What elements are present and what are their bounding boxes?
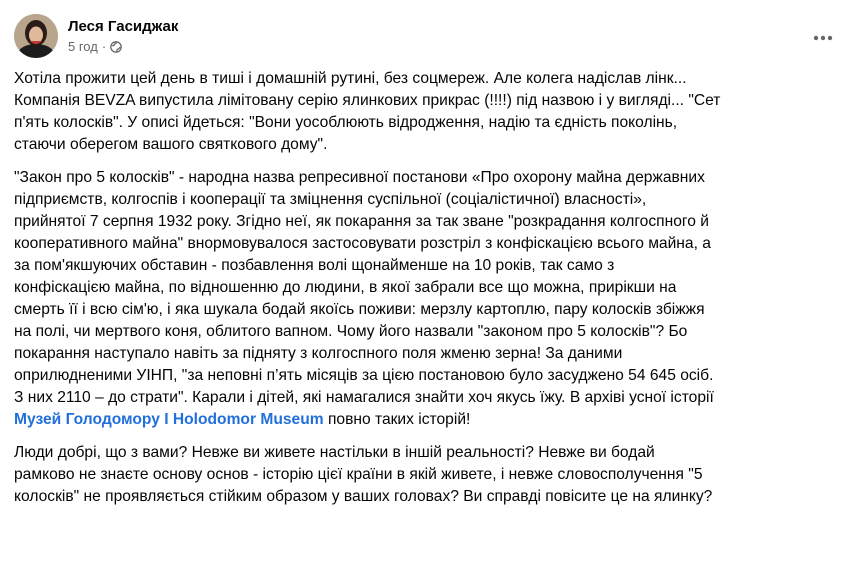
text-line: підприємств, колгоспів і кооперації та зміцнення суспільної (соціалістичної) власності», <box>14 191 647 208</box>
post-meta <box>68 39 178 55</box>
post-header <box>14 10 841 62</box>
avatar[interactable] <box>14 14 58 58</box>
paragraph-3 <box>14 442 839 508</box>
more-horizontal-icon <box>813 35 833 41</box>
museum-mention-link[interactable]: Музей Голодомору I Holodomor Museum <box>14 411 324 428</box>
text-line: на полі, чи мертвого коня, облитого вапном. Чому його назвали "законом про 5 колосків"? Бо <box>14 323 688 340</box>
text-line: Люди добрі, що з вами? Невже ви живете настільки в іншій реальності? Невже ви бодай <box>14 444 655 461</box>
author-name[interactable]: Леся Гасиджак <box>68 18 179 35</box>
globe-icon[interactable] <box>110 41 122 53</box>
text-line: конфіскацією майна, по відношенню до людини, в якої забрали все що можна, прирікши на <box>14 279 677 296</box>
text-line: колосків" не проявляється стійким образом у ваших головах? Ви справді повісите це на ялинку? <box>14 488 713 505</box>
text-line: Компанія BEVZA випустила лімітовану серію ялинкових прикрас (!!!!) під назвою і у вигляді... "Сет <box>14 92 721 109</box>
paragraph-2 <box>14 167 839 431</box>
text-line-with-mention <box>14 409 839 431</box>
text-line: стаючи оберегом вашого святкового дому". <box>14 136 328 153</box>
text-line: З них 2110 – до страти". Карали і дітей, які намагалися знайти хоч якусь їжу. В архіві усної історії <box>14 389 714 406</box>
meta-separator: · <box>101 39 107 54</box>
mention-trailing-text: повно таких історій! <box>323 411 471 428</box>
text-line: Хотіла прожити цей день в тиші і домашній рутині, без соцмереж. Але колега надіслав лінк... <box>14 70 687 87</box>
text-line: кооперативного майна" внормовувалося застосовувати розстріл з конфіскацією всього майна, а <box>14 235 711 252</box>
text-line: рамково не знаєте основу основ - історію цієї країни в якій живете, і невже словосполучення "5 <box>14 466 703 483</box>
text-line: п'ять колосків". У описі йдеться: "Вони уособлюють відродження, надію та єдність поколінь, <box>14 114 678 131</box>
post-time[interactable]: 5 год <box>68 39 98 54</box>
more-options-button[interactable] <box>805 20 841 56</box>
post-content <box>14 68 839 519</box>
text-line: "Закон про 5 колосків" - народна назва репресивної постанови «Про охорону майна державних <box>14 169 705 186</box>
avatar-image <box>14 14 58 58</box>
text-line: прийнятої 7 серпня 1932 року. Згідно неї, як покарання за так зване "розкрадання колгоспного й <box>14 213 709 230</box>
text-line: смерть її і всю сім'ю, і яка шукала бодай якоїсь поживи: мерзлу картоплю, пару колосків збіжжя <box>14 301 705 318</box>
author-block <box>68 17 178 55</box>
text-line: оприлюдненими УІНП, "за неповні п’ять місяців за цією постановою було засуджено 54 645 осіб. <box>14 367 714 384</box>
paragraph-1 <box>14 68 839 156</box>
text-line: за пом'якшуючих обставин - позбавлення волі щонайменше на 10 років, так само з <box>14 257 615 274</box>
text-line: покарання наступало навіть за підняту з колгоспного поля жменю зерна! За даними <box>14 345 623 362</box>
